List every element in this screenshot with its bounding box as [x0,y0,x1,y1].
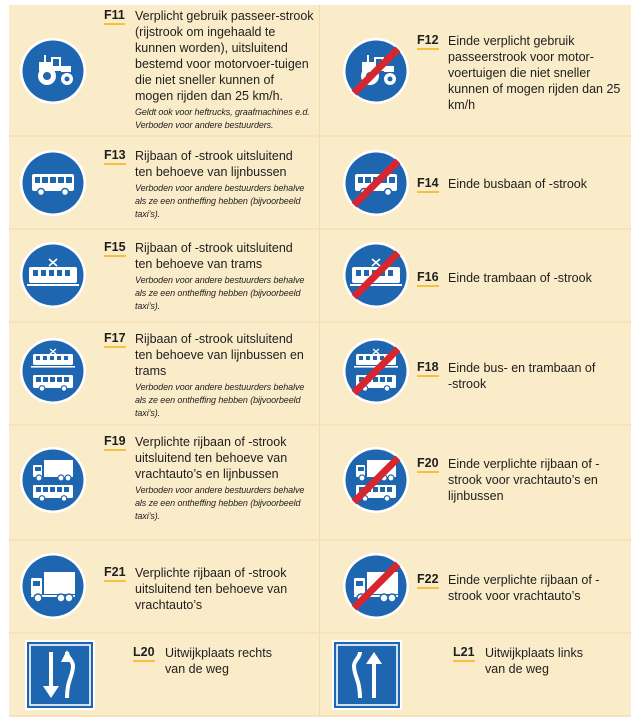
sign-description: Einde bus- en trambaan of -strook [448,361,596,391]
tractor-icon [19,37,87,105]
sign-code: F16 [417,270,439,287]
sign-note: Verboden voor andere bestuurders behalve als ze een ontheffing hebben (bijvoorbeeld taxi’s). [135,485,305,521]
sign-description: Einde verplichte rijbaan of -strook voor vrachtauto’s [448,573,600,603]
sign-row-f22 [320,541,631,634]
traffic-signs-table [9,5,631,717]
sign-row-f11 [9,5,320,137]
sign-row-f16 [320,230,631,323]
sign-description: Einde verplichte rijbaan of -strook voor vrachtauto’s en lijnbussen [448,457,600,503]
sign-description: Verplicht gebruik passeer-strook (rijstrook om ingehaald te kunnen worden), uitsluitend bestemd voor motorvoer-tuigen die niet sneller kunnen of mogen rijden dan 25 km/h. [135,9,314,103]
sign-code: F12 [417,33,439,50]
sign-description: Einde verplicht gebruik passeerstrook voor motor-voertuigen die niet sneller kunnen of mogen rijden dan 25 km/h [448,34,621,112]
sign-code: F21 [104,565,126,582]
sign-note: Verboden voor andere bestuurders behalve als ze een ontheffing hebben (bijvoorbeeld taxi’s). [135,183,305,219]
tram-end-icon [342,241,410,309]
sign-note: Verboden voor andere bestuurders behalve als ze een ontheffing hebben (bijvoorbeeld taxi’s). [135,382,305,418]
sign-row-f17 [9,323,320,426]
sign-row-l21 [320,634,631,717]
sign-code: F14 [417,176,439,193]
sign-note: Geldt ook voor heftrucks, graafmachines e.d. Verboden voor andere bestuurders. [135,107,310,130]
sign-row-l20 [9,634,320,717]
sign-description: Einde trambaan of -strook [448,271,592,285]
bus-end-icon [342,149,410,217]
sign-code: F11 [104,8,125,25]
tractor-end-icon [342,37,410,105]
truck-icon [19,552,87,620]
sign-code: F20 [417,456,439,473]
sign-row-f21 [9,541,320,634]
sign-description: Rijbaan of -strook uitsluitend ten behoeve van lijnbussen en trams [135,332,304,378]
sign-description: Uitwijkplaats links van de weg [485,646,583,676]
sign-description: Einde busbaan of -strook [448,177,587,191]
bus-icon [19,149,87,217]
sign-description: Uitwijkplaats rechts van de weg [165,646,272,676]
tram-bus-end-icon [342,337,410,405]
sign-code: F22 [417,572,439,589]
sign-row-f18 [320,323,631,426]
sign-row-f20 [320,426,631,541]
sign-code: F13 [104,148,126,165]
passing-place-right-icon [25,640,95,710]
sign-description: Rijbaan of -strook uitsluitend ten behoeve van trams [135,241,293,271]
truck-bus-icon [19,446,87,514]
sign-row-f15 [9,230,320,323]
sign-description: Rijbaan of -strook uitsluitend ten behoeve van lijnbussen [135,149,293,179]
sign-description: Verplichte rijbaan of -strook uitsluitend ten behoeve van vrachtauto’s en lijnbussen [135,435,288,481]
sign-row-f12 [320,5,631,137]
sign-code: F17 [104,331,126,348]
sign-description: Verplichte rijbaan of -strook uitsluitend ten behoeve van vrachtauto’s [135,566,288,612]
sign-row-f14 [320,137,631,230]
sign-code: L20 [133,645,155,662]
truck-bus-end-icon [342,446,410,514]
sign-note: Verboden voor andere bestuurders behalve als ze een ontheffing hebben (bijvoorbeeld taxi’s). [135,275,305,311]
tram-icon [19,241,87,309]
sign-code: F18 [417,360,439,377]
sign-code: F15 [104,240,126,257]
sign-row-f19 [9,426,320,541]
sign-row-f13 [9,137,320,230]
passing-place-left-icon [332,640,402,710]
sign-code: F19 [104,434,126,451]
tram-bus-icon [19,337,87,405]
sign-code: L21 [453,645,475,662]
truck-end-icon [342,552,410,620]
